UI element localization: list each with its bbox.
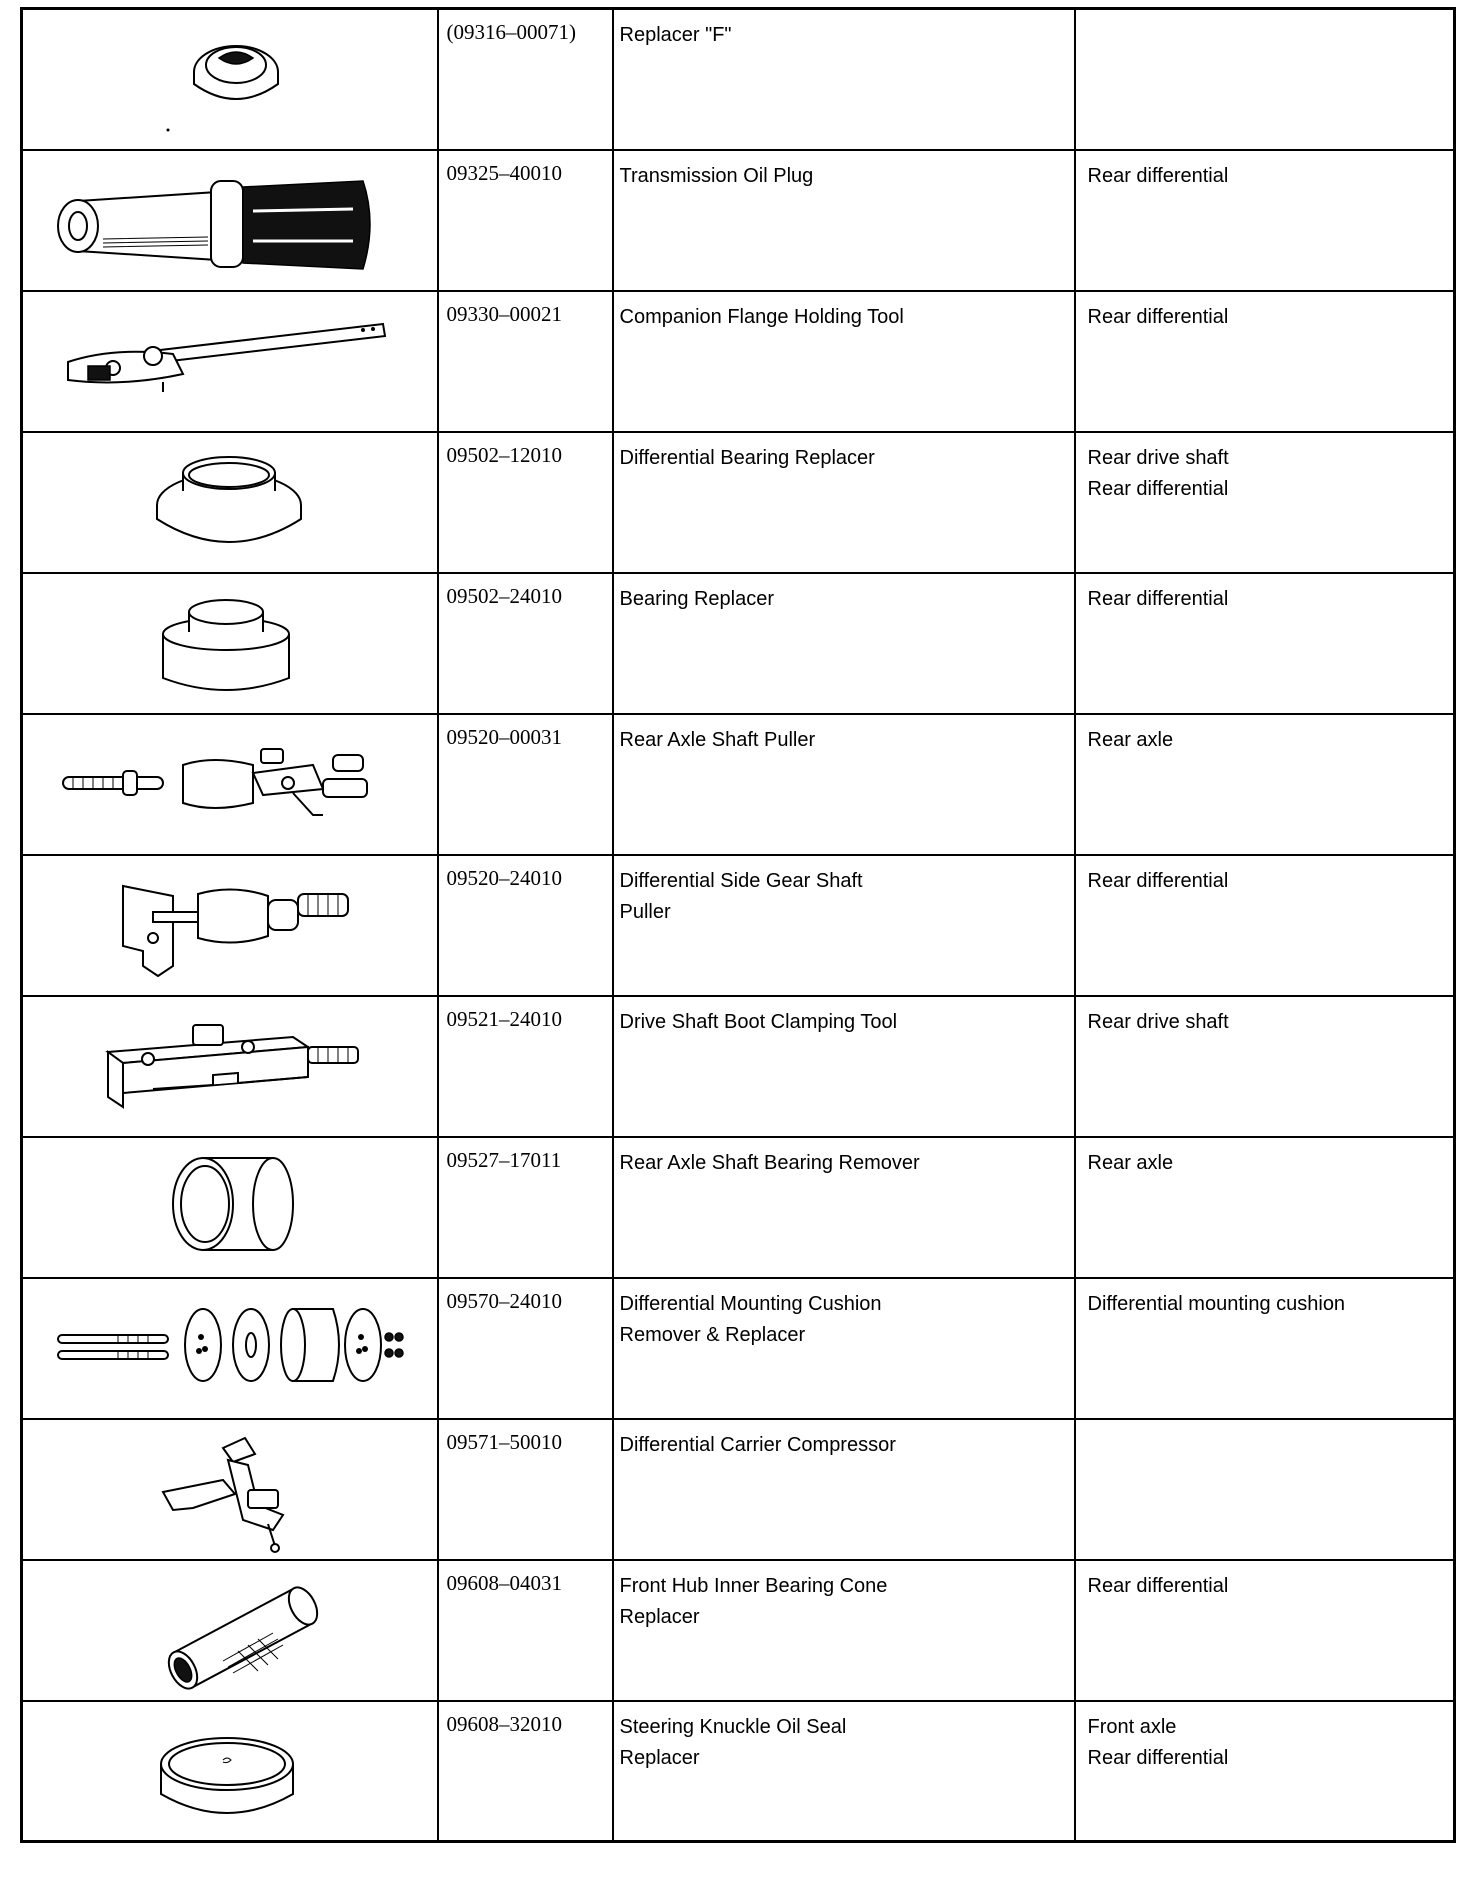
tool-name-line: Steering Knuckle Oil Seal [619, 1715, 847, 1738]
tool-name-line: Remover & Replacer [619, 1323, 806, 1346]
tool-usage [1075, 9, 1455, 150]
tool-name-line: Replacer [619, 1605, 700, 1628]
part-number: 09502–12010 [438, 432, 613, 573]
tool-name-line: Puller [619, 900, 671, 923]
part-number: 09570–24010 [438, 1278, 613, 1419]
tool-illustration-cell [22, 291, 438, 432]
tool-usage [1075, 1137, 1455, 1278]
replacer-f-icon [23, 10, 439, 151]
usage-line: Rear drive shaft [1087, 1010, 1229, 1033]
axle-shaft-puller-icon [23, 715, 439, 856]
table-row [22, 1137, 1455, 1278]
tool-name-line: Differential Carrier Compressor [619, 1433, 896, 1456]
part-number: 09520–00031 [438, 714, 613, 855]
tool-name [613, 9, 1075, 150]
tool-usage [1075, 291, 1455, 432]
tool-name-line: Replacer "F" [619, 24, 732, 46]
tool-illustration-cell [22, 573, 438, 714]
usage-line: Rear differential [1087, 1746, 1229, 1769]
tool-name [613, 714, 1075, 855]
usage-line: Rear axle [1087, 728, 1174, 751]
table-row [22, 9, 1455, 150]
tool-name-line: Differential Bearing Replacer [619, 446, 875, 469]
part-number: 09527–17011 [438, 1137, 613, 1278]
usage-line: Front axle [1087, 1715, 1177, 1738]
usage-line: Rear drive shaft [1087, 446, 1229, 469]
transmission-oil-plug-icon [23, 151, 439, 292]
tool-name [613, 150, 1075, 291]
tool-illustration-cell [22, 9, 438, 150]
oil-seal-replacer-icon [23, 1702, 439, 1843]
tool-usage [1075, 1419, 1455, 1560]
usage-line: Rear differential [1087, 305, 1229, 328]
side-gear-shaft-puller-icon [23, 856, 439, 997]
tool-name-line: Companion Flange Holding Tool [619, 305, 904, 328]
tool-name [613, 291, 1075, 432]
boot-clamping-tool-icon [23, 997, 439, 1138]
tool-illustration-cell [22, 1419, 438, 1560]
tool-illustration-cell [22, 432, 438, 573]
cushion-remover-set-icon [23, 1279, 439, 1420]
part-number: 09571–50010 [438, 1419, 613, 1560]
tool-illustration-cell [22, 1137, 438, 1278]
part-number: 09330–00021 [438, 291, 613, 432]
tool-illustration-cell [22, 855, 438, 996]
tool-usage [1075, 432, 1455, 573]
table-row [22, 714, 1455, 855]
table-row [22, 432, 1455, 573]
bearing-cone-replacer-icon [23, 1561, 439, 1702]
tool-name-line: Differential Side Gear Shaft [619, 869, 863, 892]
tool-usage [1075, 150, 1455, 291]
tool-name-line: Replacer [619, 1746, 700, 1769]
tool-name [613, 432, 1075, 573]
carrier-compressor-icon [23, 1420, 439, 1561]
tool-name-line: Differential Mounting Cushion [619, 1292, 882, 1315]
usage-line: Differential mounting cushion [1087, 1292, 1346, 1315]
tool-name-line: Transmission Oil Plug [619, 164, 814, 187]
table-row [22, 291, 1455, 432]
tool-illustration-cell [22, 1560, 438, 1701]
flange-holding-tool-icon [23, 292, 439, 433]
tool-illustration-cell [22, 150, 438, 291]
tool-illustration-cell [22, 1278, 438, 1419]
usage-line: Rear differential [1087, 587, 1229, 610]
tool-name-line: Drive Shaft Boot Clamping Tool [619, 1010, 898, 1033]
tool-name-line: Bearing Replacer [619, 587, 775, 610]
part-number: 09608–32010 [438, 1701, 613, 1842]
table-row [22, 1278, 1455, 1419]
table-row [22, 855, 1455, 996]
tool-illustration-cell [22, 996, 438, 1137]
part-number: 09608–04031 [438, 1560, 613, 1701]
part-number: 09325–40010 [438, 150, 613, 291]
usage-line: Rear differential [1087, 1574, 1229, 1597]
tool-name-line: Front Hub Inner Bearing Cone [619, 1574, 888, 1597]
tool-name [613, 1278, 1075, 1419]
part-number: (09316–00071) [438, 9, 613, 150]
tool-name [613, 1701, 1075, 1842]
tool-name-line: Rear Axle Shaft Puller [619, 728, 816, 751]
part-number: 09521–24010 [438, 996, 613, 1137]
tool-name [613, 855, 1075, 996]
tool-usage [1075, 1701, 1455, 1842]
tool-illustration-cell [22, 1701, 438, 1842]
table-row [22, 996, 1455, 1137]
tool-usage [1075, 714, 1455, 855]
usage-line: Rear differential [1087, 164, 1229, 187]
table-row [22, 573, 1455, 714]
tool-name [613, 1419, 1075, 1560]
table-row [22, 150, 1455, 291]
table-row [22, 1419, 1455, 1560]
tool-illustration-cell [22, 714, 438, 855]
tool-usage [1075, 855, 1455, 996]
tool-name [613, 1560, 1075, 1701]
table-row [22, 1560, 1455, 1701]
tool-usage [1075, 996, 1455, 1137]
tool-name [613, 573, 1075, 714]
table-row [22, 1701, 1455, 1842]
tool-name-line: Rear Axle Shaft Bearing Remover [619, 1151, 920, 1174]
part-number: 09520–24010 [438, 855, 613, 996]
tool-name [613, 996, 1075, 1137]
bearing-replacer-ring-icon [23, 433, 439, 574]
tool-usage [1075, 1278, 1455, 1419]
usage-line: Rear axle [1087, 1151, 1174, 1174]
tool-name [613, 1137, 1075, 1278]
tool-usage [1075, 573, 1455, 714]
bearing-replacer-icon [23, 574, 439, 715]
tool-usage [1075, 1560, 1455, 1701]
usage-line: Rear differential [1087, 477, 1229, 500]
usage-line: Rear differential [1087, 869, 1229, 892]
special-service-tools-table [20, 7, 1456, 1843]
part-number: 09502–24010 [438, 573, 613, 714]
bearing-remover-cup-icon [23, 1138, 439, 1279]
